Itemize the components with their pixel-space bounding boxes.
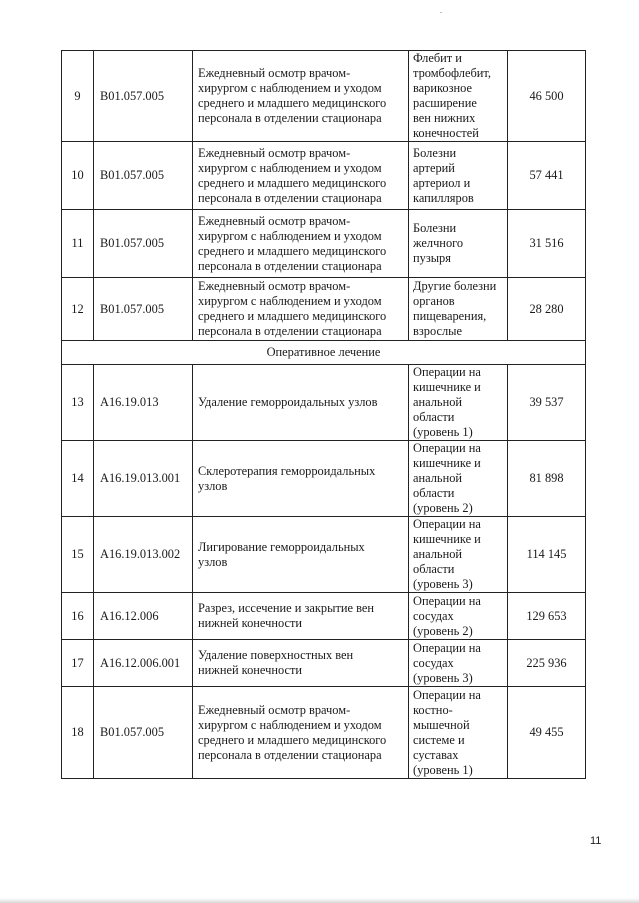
- tariff-value: 114 145: [508, 517, 586, 593]
- clinical-group: Другие болезни органов пищеварения, взрослые: [409, 278, 508, 341]
- tariff-value: 57 441: [508, 142, 586, 210]
- service-code: A16.12.006: [94, 593, 193, 640]
- tariff-value: 46 500: [508, 51, 586, 142]
- clinical-group: Флебит и тромбофлебит, варикозное расширение вен нижних конечностей: [409, 51, 508, 142]
- page-number: 11: [590, 835, 602, 847]
- table-body-top: [62, 51, 586, 779]
- clinical-group: Операции на кишечнике и анальной области (уровень 3): [409, 517, 508, 593]
- row-number: 11: [62, 210, 94, 278]
- scan-artifact: [440, 12, 442, 13]
- table-row: [62, 210, 586, 278]
- row-number: 14: [62, 441, 94, 517]
- service-code: B01.057.005: [94, 142, 193, 210]
- row-number: 16: [62, 593, 94, 640]
- row-number: 13: [62, 365, 94, 441]
- clinical-group: Операции на сосудах (уровень 2): [409, 593, 508, 640]
- table-row: [62, 640, 586, 687]
- row-number: 10: [62, 142, 94, 210]
- clinical-group: Операции на сосудах (уровень 3): [409, 640, 508, 687]
- service-name: Склеротерапия геморроидальных узлов: [193, 441, 409, 517]
- row-number: 17: [62, 640, 94, 687]
- tariff-value: 49 455: [508, 687, 586, 779]
- service-code: B01.057.005: [94, 51, 193, 142]
- service-code: A16.12.006.001: [94, 640, 193, 687]
- tariff-value: 225 936: [508, 640, 586, 687]
- service-name: Ежедневный осмотр врачом- хирургом с наблюдением и уходом среднего и младшего медицинского персонала в отделении стационара: [193, 51, 409, 142]
- clinical-group: Болезни желчного пузыря: [409, 210, 508, 278]
- service-name: Разрез, иссечение и закрытие вен нижней конечности: [193, 593, 409, 640]
- clinical-group: Операции на кишечнике и анальной области (уровень 1): [409, 365, 508, 441]
- clinical-group: Операции на костно- мышечной системе и суставах (уровень 1): [409, 687, 508, 779]
- clinical-group: Болезни артерий артериол и капилляров: [409, 142, 508, 210]
- row-number: 12: [62, 278, 94, 341]
- service-name: Удаление геморроидальных узлов: [193, 365, 409, 441]
- service-name: Ежедневный осмотр врачом- хирургом с наблюдением и уходом среднего и младшего медицинского персонала в отделении стационара: [193, 210, 409, 278]
- clinical-group: Операции на кишечнике и анальной области (уровень 2): [409, 441, 508, 517]
- service-code: B01.057.005: [94, 210, 193, 278]
- table-row: [62, 517, 586, 593]
- service-code: A16.19.013.002: [94, 517, 193, 593]
- tariff-table: [61, 50, 586, 779]
- tariff-value: 81 898: [508, 441, 586, 517]
- service-name: Ежедневный осмотр врачом- хирургом с наблюдением и уходом среднего и младшего медицинского персонала в отделении стационара: [193, 142, 409, 210]
- table-row: [62, 278, 586, 341]
- row-number: 15: [62, 517, 94, 593]
- service-name: Ежедневный осмотр врачом- хирургом с наблюдением и уходом среднего и младшего медицинского персонала в отделении стационара: [193, 687, 409, 779]
- service-code: A16.19.013: [94, 365, 193, 441]
- table-row: [62, 51, 586, 142]
- service-name: Лигирование геморроидальных узлов: [193, 517, 409, 593]
- table-row: [62, 365, 586, 441]
- table-row: [62, 593, 586, 640]
- service-code: B01.057.005: [94, 278, 193, 341]
- scan-edge: [0, 898, 639, 903]
- section-title: Оперативное лечение: [62, 341, 586, 365]
- tariff-value: 39 537: [508, 365, 586, 441]
- service-name: Ежедневный осмотр врачом- хирургом с наблюдением и уходом среднего и младшего медицинского персонала в отделении стационара: [193, 278, 409, 341]
- tariff-value: 129 653: [508, 593, 586, 640]
- tariff-value: 31 516: [508, 210, 586, 278]
- row-number: 9: [62, 51, 94, 142]
- service-name: Удаление поверхностных вен нижней конечности: [193, 640, 409, 687]
- service-code: A16.19.013.001: [94, 441, 193, 517]
- section-header-row: [62, 341, 586, 365]
- service-code: B01.057.005: [94, 687, 193, 779]
- table-row: [62, 687, 586, 779]
- table-row: [62, 441, 586, 517]
- table-row: [62, 142, 586, 210]
- row-number: 18: [62, 687, 94, 779]
- tariff-value: 28 280: [508, 278, 586, 341]
